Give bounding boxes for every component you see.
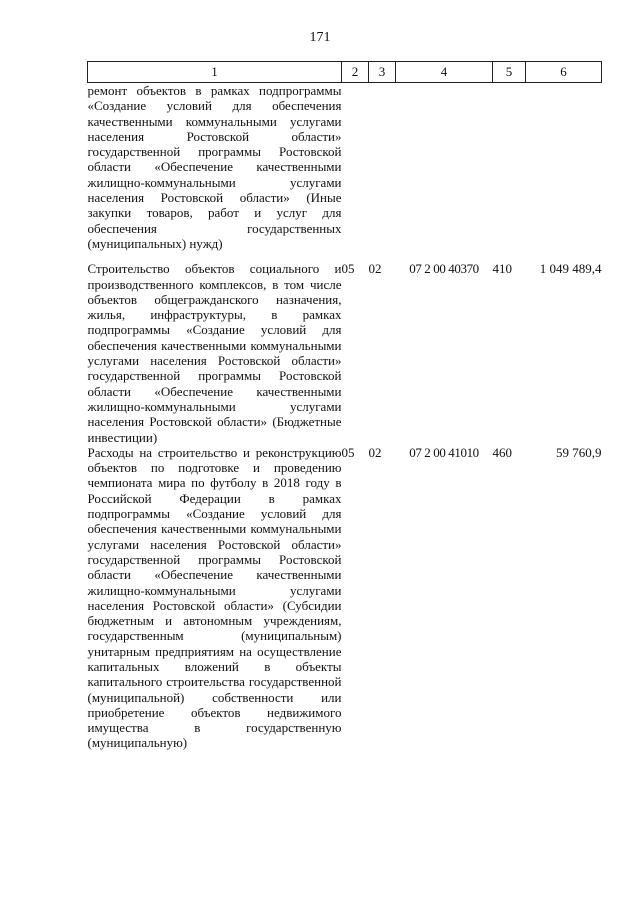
row-section-code: 05 bbox=[341, 261, 355, 277]
row-target-code: 07 2 00 40370 bbox=[409, 261, 479, 277]
row-expense-type-code: 460 bbox=[492, 444, 512, 460]
row-section-code: 05 bbox=[341, 444, 355, 460]
table-row bbox=[88, 261, 602, 445]
row-expense-type-code: 410 bbox=[492, 261, 512, 277]
budget-table bbox=[87, 61, 602, 751]
row-expense-type-code bbox=[493, 83, 526, 262]
table-row bbox=[88, 83, 602, 262]
row-description: Строительство объектов социального и производственного комплексов, в том числе объектов общегражданского назначения, жилья, инфраструктуры, в рамках подпрограммы «Создание условий для обеспечения качественными коммунальными услугами населения Ростовской области» государственной программы Ростовской области «Обеспечение качественными жилищно-коммунальными услугами населения Ростовской области» (Бюджетные инвестиции) bbox=[87, 261, 342, 445]
column-header-4: 4 bbox=[396, 62, 493, 83]
row-subsection-code: 02 bbox=[368, 444, 382, 460]
row-subsection-code: 02 bbox=[368, 261, 382, 277]
row-target-code bbox=[396, 83, 493, 262]
column-header-5: 5 bbox=[493, 62, 526, 83]
column-header-2: 2 bbox=[342, 62, 369, 83]
row-amount bbox=[526, 83, 602, 262]
row-amount: 1 049 489,4 bbox=[539, 261, 602, 277]
page-number: 171 bbox=[309, 30, 331, 45]
column-header-1: 1 bbox=[88, 62, 342, 83]
table-header-row bbox=[88, 62, 602, 83]
row-subsection-code bbox=[369, 83, 396, 262]
row-section-code bbox=[342, 83, 369, 262]
column-header-3: 3 bbox=[369, 62, 396, 83]
row-description: ремонт объектов в рамках подпрограммы «Создание условий для обеспечения качественными коммунальными услугами населения Ростовской области» государственной программы Ростовской области «Обеспечение качественными жилищно-коммунальными услугами населения Ростовской области» (Иные закупки товаров, работ и услуг для обеспечения государственных (муниципальных) нужд) bbox=[87, 83, 342, 251]
row-amount: 59 760,9 bbox=[556, 444, 602, 460]
table-row bbox=[88, 445, 602, 751]
row-target-code: 07 2 00 41010 bbox=[409, 444, 479, 460]
column-header-6: 6 bbox=[526, 62, 602, 83]
row-description: Расходы на строительство и реконструкцию объектов по подготовке и проведению чемпионата мира по футболу в 2018 году в Российской Федерации в рамках подпрограммы «Создание условий для обеспечения качественными коммунальными услугами населения Ростовской области» государственной программы Ростовской области «Обеспечение качественными жилищно-коммунальными услугами населения Ростовской области» (Субсидии бюджетным и автономным учреждениям, государственным (муниципальным) унитарным предприятиям на осуществление капитальных вложений в объекты капитального строительства государственной (муниципальной) собственности или приобретение объектов недвижимого имущества в государственную (муниципальную) bbox=[87, 444, 342, 751]
